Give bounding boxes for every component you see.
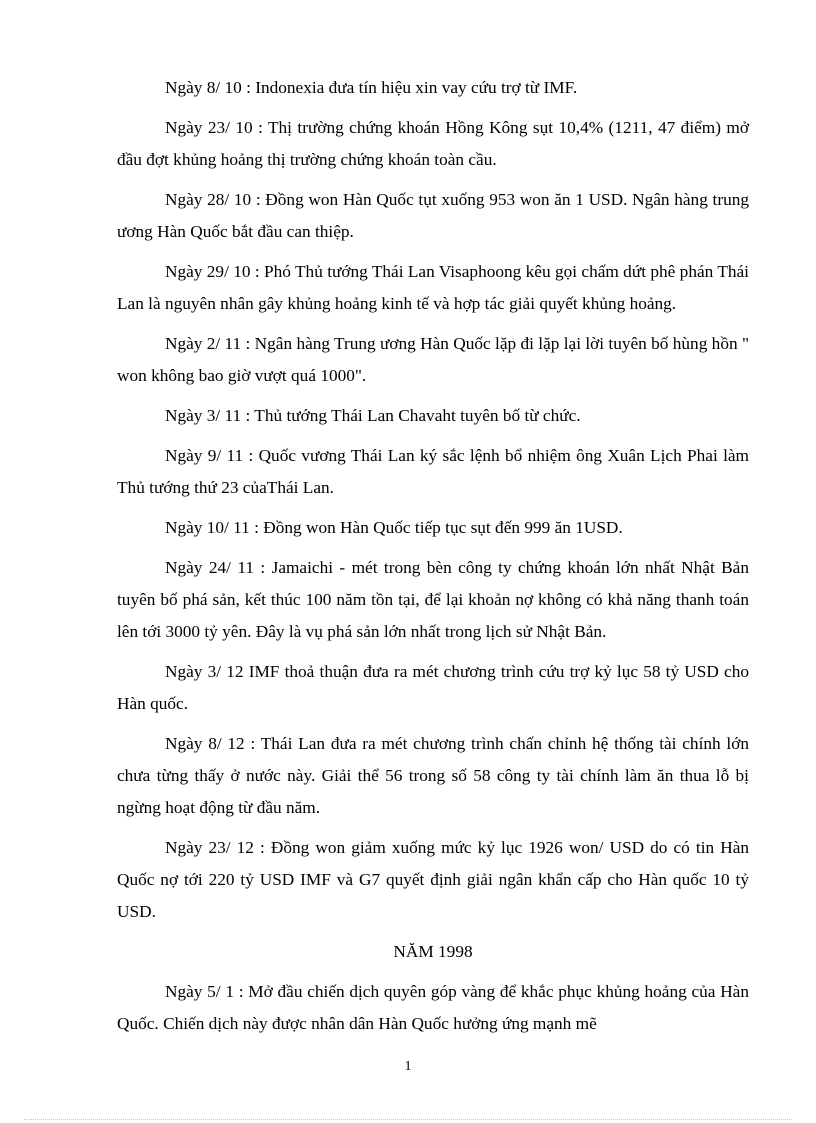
paragraph-nov-10: Ngày 10/ 11 : Đồng won Hàn Quốc tiếp tục sụt đến 999 ăn 1USD. bbox=[165, 518, 623, 537]
paragraph-jan-5: Ngày 5/ 1 : Mở đầu chiến dịch quyên góp vàng để khắc phục khủng hoảng của Hàn Quốc. Chiến dịch này được nhân dân Hàn Quốc hưởng ứng mạnh mẽ bbox=[117, 982, 749, 1033]
paragraph-oct-29: Ngày 29/ 10 : Phó Thủ tướng Thái Lan Visaphoong kêu gọi chấm dứt phê phán Thái Lan là nguyên nhân gây khủng hoảng kinh tế và hợp tác giải quyết khủng hoảng. bbox=[117, 262, 749, 313]
paragraph-nov-2: Ngày 2/ 11 : Ngân hàng Trung ương Hàn Quốc lặp đi lặp lại lời tuyên bố hùng hồn " won không bao giờ vượt quá 1000". bbox=[117, 334, 749, 385]
section-heading-1998: NĂM 1998 bbox=[393, 942, 473, 961]
paragraph-oct-23: Ngày 23/ 10 : Thị trường chứng khoán Hồng Kông sụt 10,4% (1211, 47 điểm) mở đầu đợt khủng hoảng thị trường chứng khoán toàn cầu. bbox=[117, 118, 749, 169]
paragraph-nov-24: Ngày 24/ 11 : Jamaichi - mét trong bèn công ty chứng khoán lớn nhất Nhật Bản tuyên bố phá sản, kết thúc 100 năm tồn tại, để lại khoản nợ không có khả năng thanh toán lên tới 3000 tỷ yên. Đây là vụ phá sản lớn nhất trong lịch sử Nhật Bản. bbox=[117, 558, 749, 641]
page-bottom-divider bbox=[24, 1119, 792, 1120]
document-body bbox=[117, 72, 749, 1048]
paragraph-dec-23: Ngày 23/ 12 : Đồng won giảm xuống mức kỷ lục 1926 won/ USD do có tin Hàn Quốc nợ tới 220 tỷ USD IMF và G7 quyết định giải ngân khẩn cấp cho Hàn quốc 10 tỷ USD. bbox=[117, 838, 749, 921]
page-number: 1 bbox=[404, 1059, 412, 1074]
paragraph-nov-3: Ngày 3/ 11 : Thủ tướng Thái Lan Chavaht tuyên bố từ chức. bbox=[165, 406, 581, 425]
paragraph-dec-8: Ngày 8/ 12 : Thái Lan đưa ra mét chương trình chấn chỉnh hệ thống tài chính lớn chưa từng thấy ở nước này. Giải thể 56 trong số 58 công ty tài chính làm ăn thua lỗ bị ngừng hoạt động từ đầu năm. bbox=[117, 734, 749, 817]
paragraph-oct-28: Ngày 28/ 10 : Đồng won Hàn Quốc tụt xuống 953 won ăn 1 USD. Ngân hàng trung ương Hàn Quốc bắt đầu can thiệp. bbox=[117, 190, 749, 241]
paragraph-nov-9: Ngày 9/ 11 : Quốc vương Thái Lan ký sắc lệnh bổ nhiệm ông Xuân Lịch Phai làm Thủ tướng thứ 23 củaThái Lan. bbox=[117, 446, 749, 497]
paragraph-oct-8: Ngày 8/ 10 : Indonexia đưa tín hiệu xin vay cứu trợ từ IMF. bbox=[165, 78, 578, 97]
paragraph-dec-3: Ngày 3/ 12 IMF thoả thuận đưa ra mét chương trình cứu trợ kỷ lục 58 tỷ USD cho Hàn quốc. bbox=[117, 662, 749, 713]
